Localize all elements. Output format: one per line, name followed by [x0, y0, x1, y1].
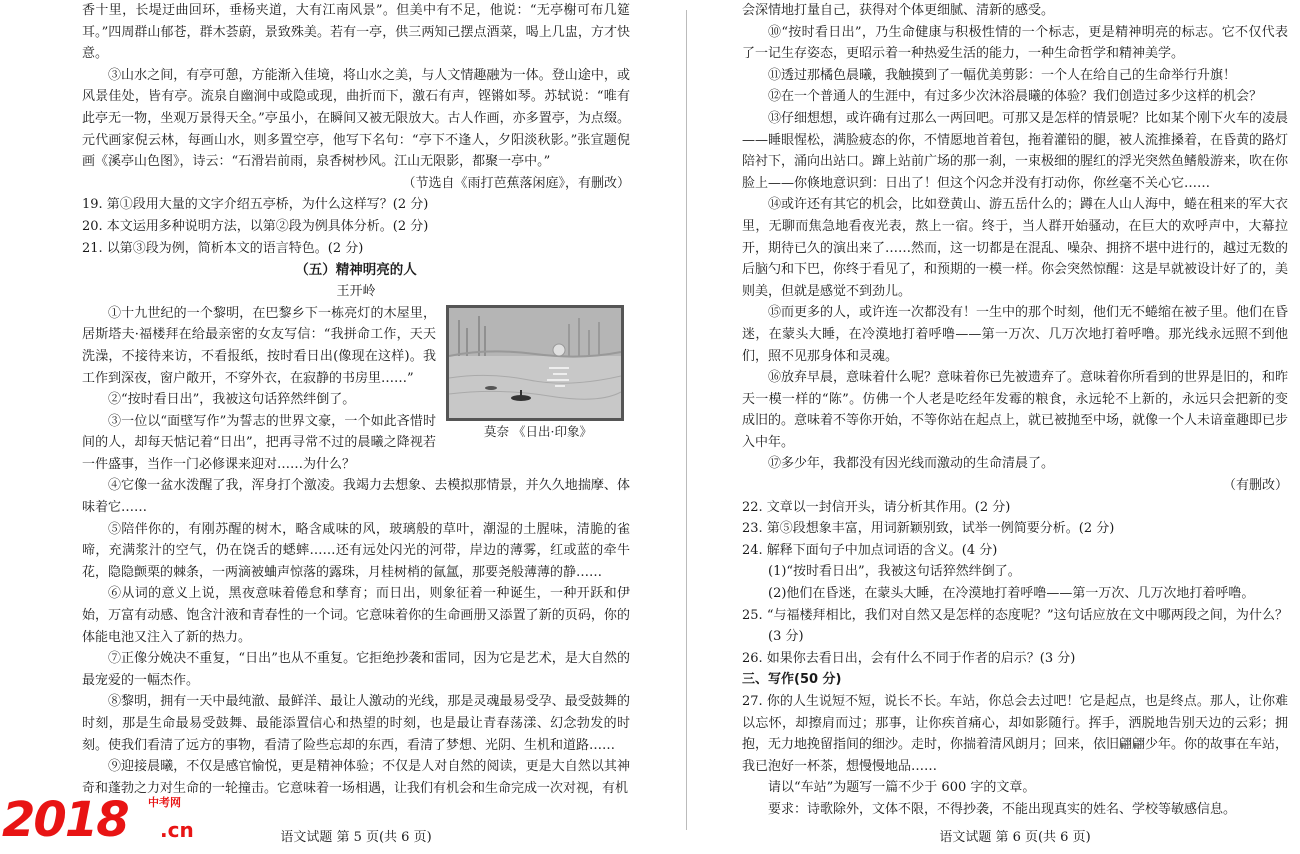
site-watermark-logo [0, 790, 230, 854]
paragraph: ⑥从词的意义上说，黑夜意味着倦怠和孳育；而日出，则象征着一种诞生，一种开跃和伊始，万富有动感、饱含汁液和青春性的一个词。它意味着你的生命画册又添置了新的页码，你的体能电池又注入了新的热力。 [82, 586, 630, 645]
paragraph: 香十里，长堤迂曲回环，垂杨夹道，大有江南风景”。但美中有不足，他说：“无亭榭可布几筵耳。”四周群山郁苍，群木荟蔚，景致殊美。若有一亭，供三两知己摆点酒菜，喝上几盅，方才快意。 [82, 3, 630, 62]
section-title: （五）精神明亮的人 [295, 262, 417, 279]
paragraph: ⑦正像分娩决不重复，“日出”也从不重复。它拒绝抄袭和雷同，因为它是艺术，是大自然的最宠爱的一幅杰作。 [82, 651, 630, 688]
question-21: 21. 以第③段为例，简析本文的语言特色。(2 分) [82, 240, 364, 256]
monet-painting-image [446, 305, 624, 421]
paragraph: ③一位以“面壁写作”为誓志的世界文豪，一个如此吝惜时间的人，却每天惦记着“日出”，把再寻常不过的晨曦之降视若一件盛事，当作一门必修课来迎对……为什么？ [82, 413, 436, 472]
paragraph: ⑭或许还有其它的机会，比如登黄山、游五岳什么的；蹲在人山人海中，蜷在租来的军大衣里，无聊而焦急地看夜光表，熬上一宿。终于，当人群开始骚动，在巨大的欢呼声中，大幕拉开，期待已久的演出来了……然而，这一切都是在混乱、噪杂、拥挤不堪中进行的，越过无数的后脑勺和下巴，你终于看见了，和预期的一模一样。你会突然惊醒：这是早就被设计好了的，美则美，但就是感觉不到劲儿。 [742, 197, 1289, 299]
writing-requirement: 请以“车站”为题写一篇不少于 600 字的文章。 [768, 780, 1036, 796]
writing-prompt: 27. 你的人生说短不短，说长不长。车站，你总会去过吧！它是起点，也是终点。那人，让你难以忘怀，却擦肩而过；那事，让你疾首痛心，却如影随行。挥手，洒脱地告别天边的云彩；拥抱，无力地挽留指间的细沙。走时，你揣着清风朗月；回来，依旧翩翩少年。你的故事在车站，我已泡好一杯茶，想慢慢地品…… [742, 694, 1289, 774]
writing-section-title: 三、写作(50 分) [742, 672, 842, 688]
paragraph: ⑨迎接晨曦，不仅是感官愉悦，更是精神体验；不仅是人对自然的阅读，更是大自然以其神奇和蓬勃之力对生命的一轮撞击。它意味着一场相遇，让我们有机会和生命完成一次对视，有机 [82, 759, 630, 796]
question-25: 25. “与福楼拜相比，我们对自然又是怎样的态度呢？”这句话应放在文中哪两段之间，为什么？(3 分) [742, 607, 1288, 645]
watermark-small-text: 中考网 [148, 796, 181, 809]
paragraph: ⑫在一个普通人的生涯中，有过多少次沐浴晨曦的体验？我们创造过多少这样的机会？ [768, 89, 1263, 105]
watermark-text: 2018 [2, 792, 128, 848]
left-page [82, 0, 630, 854]
harbor-sunrise-icon [449, 308, 621, 418]
question-23: 23. 第⑤段想象丰富，用词新颖别致，试举一例简要分析。(2 分) [742, 521, 1115, 537]
paragraph: ②“按时看日出”，我被这句话猝然绊倒了。 [108, 392, 356, 408]
paragraph: ③山水之间，有亭可憩，方能渐入佳境，将山水之美，与人文情趣融为一体。登山途中，或风景佳处，皆有亭。流泉自幽涧中或隐或现，曲折而下，激石有声，铿锵如琴。苏轼说：“唯有此亭无一物，坐观万景得天全。”亭虽小，在瞬间又被无限放大。古人作画，亦多置亭，为点缀。元代画家倪云林，每画山水，则多置空亭，他写下名句：“亭下不逢人，夕阳淡秋影。”张宣题倪画《溪亭山色图》，诗云：“石滑岩前雨，泉香树杪风。江山无限影，都聚一亭中。” [82, 67, 630, 170]
monet-figure [446, 305, 630, 443]
question-24: 24. 解释下面句子中加点词语的含义。(4 分) [742, 542, 998, 558]
writing-requirement: 要求：诗歌除外，文体不限，不得抄袭，不能出现真实的姓名、学校等敏感信息。 [768, 801, 1237, 817]
source-note: （节选自《雨打芭蕉落闲庭》，有删改） [402, 175, 630, 191]
paragraph: ⑬仔细想想，或许确有过那么一两回吧。可那又是怎样的情景呢？比如某个刚下火车的凌晨——睡眼惺松，满脸疲态的你，不情愿地首着包，拖着灌铅的腿，被人流推搡着，在昏黄的路灯陪衬下，涌向出站口。蹿上站前广场的那一刹，一束极细的腥红的浮光突然鱼鳍般游来，吹在你脸上——你倏地意识到：日出了！但这个闪念并没有打动你，你丝毫不关心它…… [742, 110, 1289, 191]
paragraph: ⑮而更多的人，或许连一次都没有！一生中的那个时刻，他们无不蜷缩在被子里。他们在昏迷，在蒙头大睡，在冷漠地打着呼噜——第一万次、几万次地打着呼噜。那光线永远照不到他们，照不见那身体和灵魂。 [742, 305, 1289, 364]
paragraph: ⑤陪伴你的，有刚苏醒的树木，略含咸味的风，玻璃般的草叶，潮湿的土腥味，清脆的雀啼，充满浆汁的空气，仍在饶舌的蟋蟀……还有远处闪光的河带，岸边的薄雾，红或蓝的牵牛花，隐隐颤栗的棘条，一两滴被蛐声惊落的露珠，月桂树梢的氤氲，那要尧般薄薄的静…… [82, 521, 630, 580]
subquestion-1: (1)“按时看日出”，我被这句话猝然绊倒了。 [768, 564, 1021, 580]
paragraph: ①十九世纪的一个黎明，在巴黎乡下一栋亮灯的木屋里，居斯塔夫·福楼拜在给最亲密的女友写信：“我拼命工作，天天洗澡，不接待来访，不看报纸，按时看日出(像现在这样)。我工作到深夜，窗户敞开，不穿外衣，在寂静的书房里……” [82, 305, 436, 386]
figure-caption: 莫奈 《日出·印象》 [484, 423, 592, 439]
paragraph: ④它像一盆水泼醒了我，浑身打个激凌。我竭力去想象、去模拟那情景，并久久地揣摩、体味着它…… [82, 478, 630, 516]
subquestion-2: (2)他们在昏迷，在蒙头大睡，在冷漠地打着呼噜——第一万次、几万次地打着呼噜。 [768, 586, 1255, 602]
question-26: 26. 如果你去看日出，会有什么不同于作者的启示？(3 分) [742, 650, 1076, 666]
right-page [742, 0, 1288, 854]
page-footer: 语文试题 第 6 页(共 6 页) [939, 830, 1091, 845]
source-note: （有删改） [1222, 478, 1288, 494]
page-divider [686, 10, 687, 830]
page-footer: 语文试题 第 5 页(共 6 页) [280, 830, 432, 845]
author: 王开岭 [336, 284, 376, 300]
watermark-domain: .cn [160, 818, 194, 842]
paragraph: ⑪透过那橘色晨曦，我触摸到了一幅优美剪影：一个人在给自己的生命举行升旗！ [768, 67, 1237, 83]
paragraph: ⑧黎明，拥有一天中最纯澈、最鲜洋、最让人激动的光线，那是灵魂最易受孕、最受鼓舞的时刻，那是生命最易受鼓舞、最能添置信心和热望的时刻，也是最让青春荡漾、幻念勃发的时刻。使我们看清了远方的事物，看清了险些忘却的东西，看清了梦想、光阴、生机和道路…… [82, 694, 630, 753]
paragraph: ⑯放弃早晨，意味着什么呢？意味着你已先被遗弃了。意味着你所看到的世界是旧的，和昨天一模一样的“陈”。仿佛一个人老是吃经年发霉的粮食，永远轮不上新的，永远只会把新的变成旧的。意味着不等你开始，不等你站在起点上，就已被抛至中场，就像一个人未谙童趣即已步入中年。 [742, 370, 1289, 450]
question-19: 19. 第①段用大量的文字介绍五亭桥，为什么这样写？(2 分) [82, 197, 429, 213]
question-22: 22. 文章以一封信开头，请分析其作用。(2 分) [742, 499, 1011, 515]
paragraph: ⑩“按时看日出”，乃生命健康与积极性情的一个标志，更是精神明亮的标志。它不仅代表了一记生存姿态，更昭示着一种热爱生活的能力，一种生命哲学和精神美学。 [742, 24, 1288, 62]
paragraph: 会深情地打量自己，获得对个体更细腻、清新的感受。 [742, 3, 1055, 18]
question-20: 20. 本文运用多种说明方法，以第②段为例具体分析。(2 分) [82, 218, 429, 234]
paragraph: ⑰多少年，我都没有因光线而激动的生命清晨了。 [768, 456, 1055, 472]
